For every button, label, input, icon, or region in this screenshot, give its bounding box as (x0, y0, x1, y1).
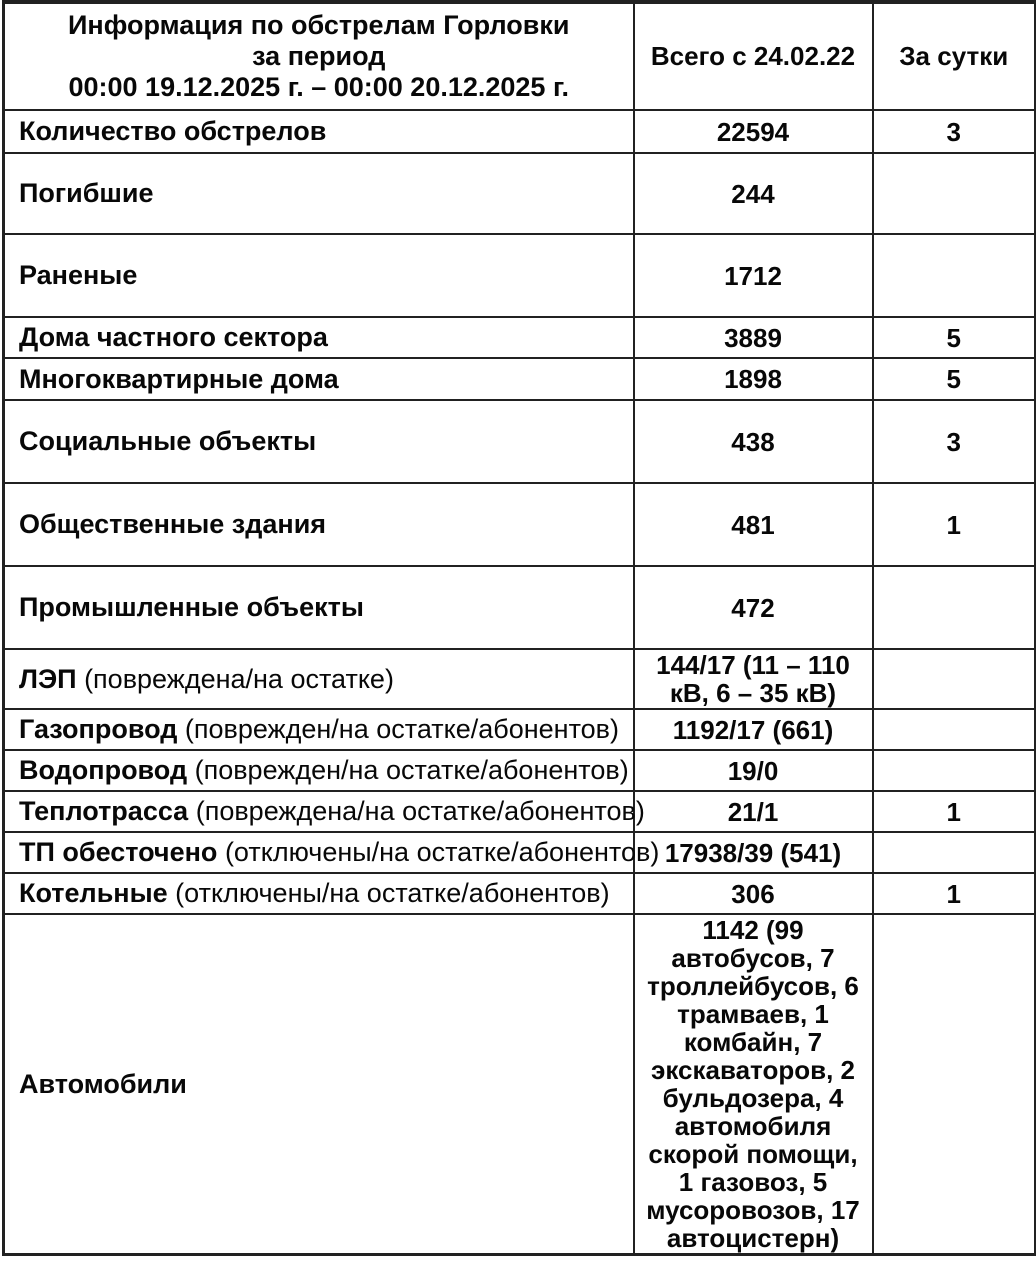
cell-daily (873, 234, 1036, 317)
cell-total: 17938/39 (541) (634, 832, 873, 873)
table-row-wounded (4, 234, 1036, 317)
cell-total: 3889 (634, 317, 873, 358)
row-label: ТП обесточено (19, 837, 218, 867)
cell-total: 1898 (634, 358, 873, 400)
row-label: ЛЭП (19, 663, 77, 694)
table-row-boiler-houses (4, 873, 1036, 914)
table-row-power-lines (4, 649, 1036, 709)
row-label: Промышленные объекты (19, 592, 364, 622)
column-header-total: Всего с 24.02.22 (634, 2, 873, 110)
cell-total: 481 (634, 483, 873, 566)
cell-total: 306 (634, 873, 873, 914)
table-title-line3: 00:00 19.12.2025 г. – 00:00 20.12.2025 г. (68, 72, 569, 102)
row-label-note: (отключены/на остатке/абонентов) (167, 878, 610, 908)
row-label: Газопровод (19, 714, 178, 744)
table-row-social-objects (4, 400, 1036, 483)
cell-total: 244 (634, 153, 873, 234)
row-label: Погибшие (19, 178, 154, 208)
cell-daily (873, 832, 1036, 873)
table-row-vehicles (4, 914, 1036, 1255)
cell-total: 21/1 (634, 791, 873, 832)
table-row-transformer-substations (4, 832, 1036, 873)
row-label-note: (повреждена/на остатке) (76, 663, 394, 694)
column-header-daily: За сутки (873, 2, 1036, 110)
cell-total: 19/0 (634, 750, 873, 791)
cell-daily (873, 153, 1036, 234)
table-row-killed (4, 153, 1036, 234)
cell-total: 144/17 (11 – 110 кВ, 6 – 35 кВ) (634, 649, 873, 709)
table-row-private-houses (4, 317, 1036, 358)
table-title-line2: за период (252, 41, 386, 71)
row-label: Котельные (19, 878, 168, 908)
cell-daily: 5 (873, 358, 1036, 400)
cell-daily (873, 750, 1036, 791)
cell-daily: 1 (873, 873, 1036, 914)
table-title-line1: Информация по обстрелам Горловки (68, 10, 570, 40)
row-label-note: (повреждена/на остатке/абонентов) (188, 796, 645, 826)
row-label: Раненые (19, 260, 138, 290)
row-label: Многоквартирные дома (19, 363, 339, 394)
row-label: Теплотрасса (19, 796, 189, 826)
table-row-shelling-count (4, 110, 1036, 153)
row-label-note: (отключены/на остатке/абонентов) (217, 837, 660, 867)
cell-total: 438 (634, 400, 873, 483)
row-label: Автомобили (19, 1068, 187, 1099)
table-row-apartment-buildings (4, 358, 1036, 400)
table-header-row (4, 2, 1036, 110)
shelling-report-table (2, 0, 1036, 1256)
cell-total: 472 (634, 566, 873, 649)
row-label: Количество обстрелов (19, 116, 327, 146)
row-label-note: (поврежден/на остатке/абонентов) (177, 714, 619, 744)
row-label: Социальные объекты (19, 426, 317, 456)
table-row-industrial-objects (4, 566, 1036, 649)
cell-daily (873, 709, 1036, 750)
table-row-public-buildings (4, 483, 1036, 566)
row-label: Водопровод (19, 755, 188, 785)
cell-daily (873, 914, 1036, 1255)
table-row-water-pipeline (4, 750, 1036, 791)
cell-daily: 3 (873, 110, 1036, 153)
row-label: Общественные здания (19, 509, 327, 539)
cell-total: 1142 (99 автобусов, 7 троллейбусов, 6 трамваев, 1 комбайн, 7 экскаваторов, 2 бульдозера, 4 автомобиля скорой помощи, 1 газовоз, 5 мусоровозов, 17 автоцистерн) (634, 914, 873, 1255)
cell-daily: 1 (873, 483, 1036, 566)
cell-daily (873, 566, 1036, 649)
cell-total: 22594 (634, 110, 873, 153)
table-title-cell (4, 2, 634, 110)
row-label: Дома частного сектора (19, 322, 328, 352)
cell-daily: 3 (873, 400, 1036, 483)
cell-daily: 1 (873, 791, 1036, 832)
table-row-heating-main (4, 791, 1036, 832)
cell-total: 1192/17 (661) (634, 709, 873, 750)
row-label-note: (поврежден/на остатке/абонентов) (187, 755, 629, 785)
cell-total: 1712 (634, 234, 873, 317)
table-row-gas-pipeline (4, 709, 1036, 750)
cell-daily (873, 649, 1036, 709)
cell-daily: 5 (873, 317, 1036, 358)
